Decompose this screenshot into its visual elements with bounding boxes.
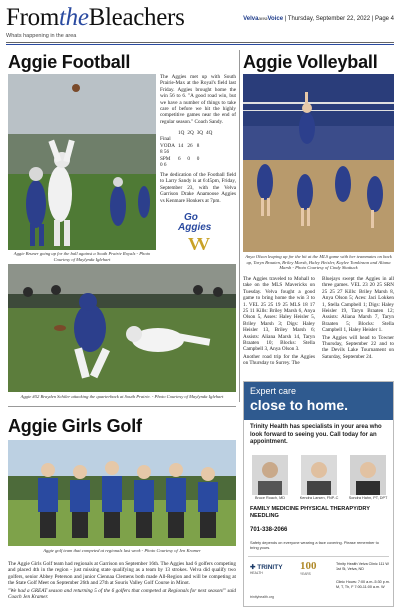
- score-final: 0 6: [160, 162, 167, 169]
- logo-text-go: Go: [184, 212, 198, 223]
- ad-blurb: Trinity Health has specialists in your area who look forward to seeing you. Call today for an appointment.: [250, 424, 382, 446]
- trinity-logo: ✚ TRINITY: [250, 564, 283, 571]
- score-header-1q: 1Q: [178, 130, 185, 136]
- score-cell: 6: [178, 155, 181, 162]
- doctor-photo-2: [301, 455, 337, 495]
- football-photo-2-caption: Aggie #52 Brayden Schiler attacking the quarterback at South Prairie. - Photo Courtesy of Maylynda Iglehart: [20, 394, 224, 399]
- volleyball-headline: Aggie Volleyball: [243, 52, 378, 72]
- score-cell: 8: [196, 142, 200, 149]
- plus-icon: ✚: [250, 564, 258, 571]
- clinic-address: Trinity Health Velva Clinic 111 W 1st St, Velva, ND: [336, 562, 389, 571]
- doctor-photo-1: [252, 455, 288, 495]
- ad-services: FAMILY MEDICINE PHYSICAL THERAPY/DRY NEEDLING: [250, 506, 370, 519]
- score-cell: 0: [196, 155, 200, 162]
- score-final: 8 56: [160, 149, 170, 156]
- volleyball-photo-caption: Anya Olson leaping up for the hit at the MLS game with her teammates on back up, Taryn Braaten, Briley Marsh, Haley Heisler, Kaylee Tomlinson and Aliana Marsh - Photo Courtesy of Cindy Shattuck: [245, 254, 392, 271]
- doctor-photo-3: [350, 455, 386, 495]
- clinic-hours: Clinic Hours: 7:00 a.m.-5:30 p.m. M, T, Th, F 7:00-11:00 a.m. W: [336, 580, 390, 589]
- doctor-name-3: Sondra Hahn, PT, DPT: [348, 496, 388, 500]
- volleyball-photo: [243, 74, 394, 252]
- column-divider: [239, 50, 240, 402]
- score-team: VODA: [160, 142, 175, 149]
- logo-text-aggies: Aggies: [178, 222, 212, 233]
- aggies-logo: [178, 212, 218, 258]
- masthead-rule: [6, 42, 394, 43]
- football-photo-1-caption: Aggie Bruner going up for the ball against a South Prairie Royals - Photo Courtesy of Maylynda Iglehart: [13, 251, 151, 262]
- football-paragraph-1: The Aggies met up with South Prairie-Max at the Royal's field last Friday. Aggies brought home the win 56 to 6. "A good road win, but we have a number of things to take care of before we hit the highly competitive games near the end of regular season." Coach Sandy.: [160, 74, 236, 125]
- ad-phone[interactable]: 701-338-2066: [250, 527, 288, 533]
- volleyball-col1-para-b: Another road trip for the Aggies on Thursday to Surrey. The: [243, 353, 315, 367]
- score-team: SPM: [160, 155, 171, 162]
- golf-body: The Aggie Girls Golf team had regionals at Garrison on September 16th. The Aggies had 6 golfers competing and placed 4th in the region - just missing state qualifying as a team by 13 strokes. Velva did qualify two golfers, senior Abbey Peterson and junior Ciennaa Clemens both made All-Region and will be competing at the State Golf Meet on September 26th and 27th at Souris Valley Golf Course in Minot.: [8, 561, 236, 587]
- masthead: [6, 4, 394, 40]
- score-header-3q: 3Q: [196, 130, 204, 136]
- masthead-title: FromtheBleachers: [6, 4, 185, 31]
- football-scoreboard: [160, 130, 236, 168]
- volleyball-col2-para: Bluejays swept the Aggies in all three games. VEL 23 20 25 SRN 25 25 27 Kills: Briley Marsh 8, Anya Olson 5; Aces: Jaci Lokken 1, Stella Campbell 1; Digs: Haley Heisler 19, Taryn Braaten 12; Assists: Aliana Marsh 7, Taryn Braaten 5; Blocks: Stella Campbell 1, Haley Heisler 1.: [322, 276, 394, 334]
- centennial-badge: 100: [300, 560, 317, 572]
- logo-text-vv: VV: [188, 234, 206, 254]
- trinity-health-ad[interactable]: [243, 381, 394, 607]
- score-header-4q: 4Q: [206, 130, 213, 136]
- centennial-badge-sub: YEARS: [300, 572, 311, 576]
- score-cell: 0: [187, 155, 190, 162]
- score-final-label: Final: [160, 136, 171, 143]
- volleyball-col2-para-b: The Aggies will head to Towner Thursday, September 22 and to the Devils Lake Tournament on Saturday, September 24.: [322, 334, 394, 360]
- ad-line-2: close to home.: [250, 397, 349, 413]
- golf-headline: Aggie Girls Golf: [8, 416, 142, 436]
- masthead-rule-accent: [6, 44, 394, 45]
- golf-team-photo: [8, 440, 236, 546]
- football-photo-2: [8, 264, 236, 392]
- volleyball-col1-para: The Aggies traveled to Mohall to take on the MLS Mavericks on Tuesday. Velva fought a good game to bring home the win 3 to 1. VEL 25 25 19 25 MLS 18 17 25 11 Kills: Briley Marsh 6, Anya Olson 5, Asses: Haley Heisler 5, Briley Marsh 3; Digs: Haley Heisler 13, Briley Marsh 6; Assists: Aliana Marsh 14, Taryn Braaten 10; Blocks: Stella Campbell 3, Anya Olson 3.: [243, 276, 315, 353]
- score-header-2q: 2Q: [187, 130, 194, 136]
- football-paragraph-2: The dedication of the Football field to Larry Sandy is at 6:45pm, Friday, September 23, with the Velva Garrison Drake Anamoose Aggies vs Kenmare Honkers at 7pm.: [160, 172, 236, 204]
- section-divider: [8, 406, 236, 407]
- football-headline: Aggie Football: [8, 52, 131, 72]
- masthead-subtitle: Whats happening in the area: [6, 33, 77, 39]
- golf-photo-caption: Aggie golf team that competed at regionals last week - Photo Courtesy of Jen Kramer: [43, 548, 201, 553]
- doctor-name-2: Kendra Larsen, FNP-C: [299, 496, 339, 500]
- football-photo-1: [8, 74, 156, 250]
- volleyball-column-2: [322, 276, 394, 361]
- trinity-logo-sub: HEALTH: [250, 571, 263, 575]
- score-cell: 14: [178, 142, 184, 149]
- golf-quote: "We had a GREAT season and returning 5 of the 6 golfers that competed at Regionals for next season!" said Coach Jen Kramer.: [8, 587, 236, 601]
- ad-line-1: Expert care: [250, 386, 297, 396]
- ad-divider: [248, 556, 389, 557]
- ad-banner: [244, 382, 393, 420]
- golf-article: [8, 561, 236, 601]
- score-cell: 26: [187, 142, 193, 149]
- ad-website[interactable]: trinityhealth.org: [250, 595, 274, 599]
- doctor-name-1: Bruce Roach, MD: [255, 496, 285, 500]
- ad-note: Safety depends on everyone wearing a face covering. Please remember to bring yours.: [250, 540, 379, 550]
- volleyball-column-1: [243, 276, 315, 368]
- masthead-dateline: VelvaareaVoice | Thursday, September 22, 2022 | Page 4: [243, 16, 394, 22]
